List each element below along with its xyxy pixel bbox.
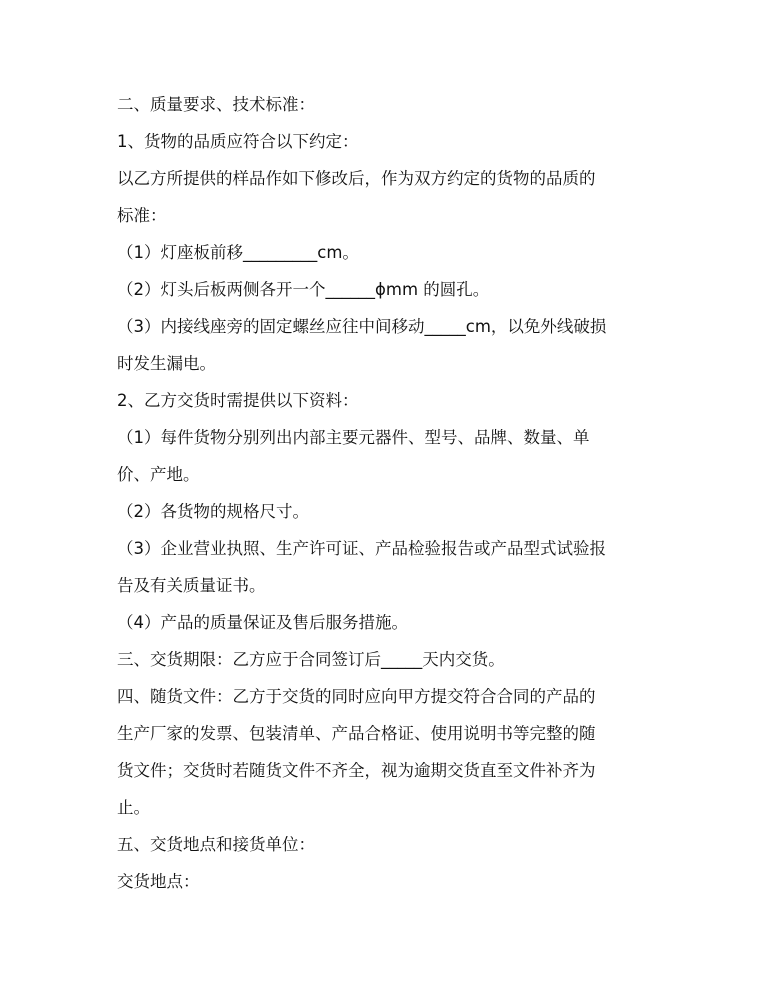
- clause-2-item-4: （4）产品的质量保证及售后服务措施。: [117, 613, 408, 632]
- clause-1-text-cont: 标准：: [117, 206, 167, 225]
- clause-1-item-2: （2）灯头后板两侧各开一个______ϕmm 的圆孔。: [117, 280, 490, 299]
- section-accompanying-docs-cont-2: 货文件；交货时若随货文件不齐全，视为逾期交货直至文件补齐为: [117, 761, 596, 780]
- clause-2-heading: 2、乙方交货时需提供以下资料：: [117, 391, 359, 410]
- section-accompanying-docs: 四、随货文件：乙方于交货的同时应向甲方提交符合合同的产品的: [117, 687, 596, 706]
- section-delivery-deadline: 三、交货期限：乙方应于合同签订后_____天内交货。: [117, 650, 505, 669]
- clause-1-item-1: （1）灯座板前移_________cm。: [117, 243, 359, 262]
- clause-2-item-2: （2）各货物的规格尺寸。: [117, 502, 309, 521]
- clause-2-item-1: （1）每件货物分别列出内部主要元器件、型号、品牌、数量、单: [117, 428, 590, 447]
- clause-1-item-3: （3）内接线座旁的固定螺丝应往中间移动_____cm，以免外线破损: [117, 317, 607, 336]
- section-accompanying-docs-cont-3: 止。: [117, 798, 150, 817]
- section-delivery-location-heading: 五、交货地点和接货单位：: [117, 835, 315, 854]
- clause-1-item-3-cont: 时发生漏电。: [117, 354, 216, 373]
- clause-2-item-3: （3）企业营业执照、生产许可证、产品检验报告或产品型式试验报: [117, 539, 606, 558]
- clause-1-heading: 1、货物的品质应符合以下约定：: [117, 132, 359, 151]
- document-body: [117, 86, 662, 900]
- delivery-location-label: 交货地点：: [117, 872, 200, 891]
- clause-2-item-3-cont: 告及有关质量证书。: [117, 576, 266, 595]
- clause-1-text: 以乙方所提供的样品作如下修改后，作为双方约定的货物的品质的: [117, 169, 596, 188]
- section-heading-quality: 二、质量要求、技术标准：: [117, 95, 315, 114]
- clause-2-item-1-cont: 价、产地。: [117, 465, 200, 484]
- section-accompanying-docs-cont-1: 生产厂家的发票、包装清单、产品合格证、使用说明书等完整的随: [117, 724, 596, 743]
